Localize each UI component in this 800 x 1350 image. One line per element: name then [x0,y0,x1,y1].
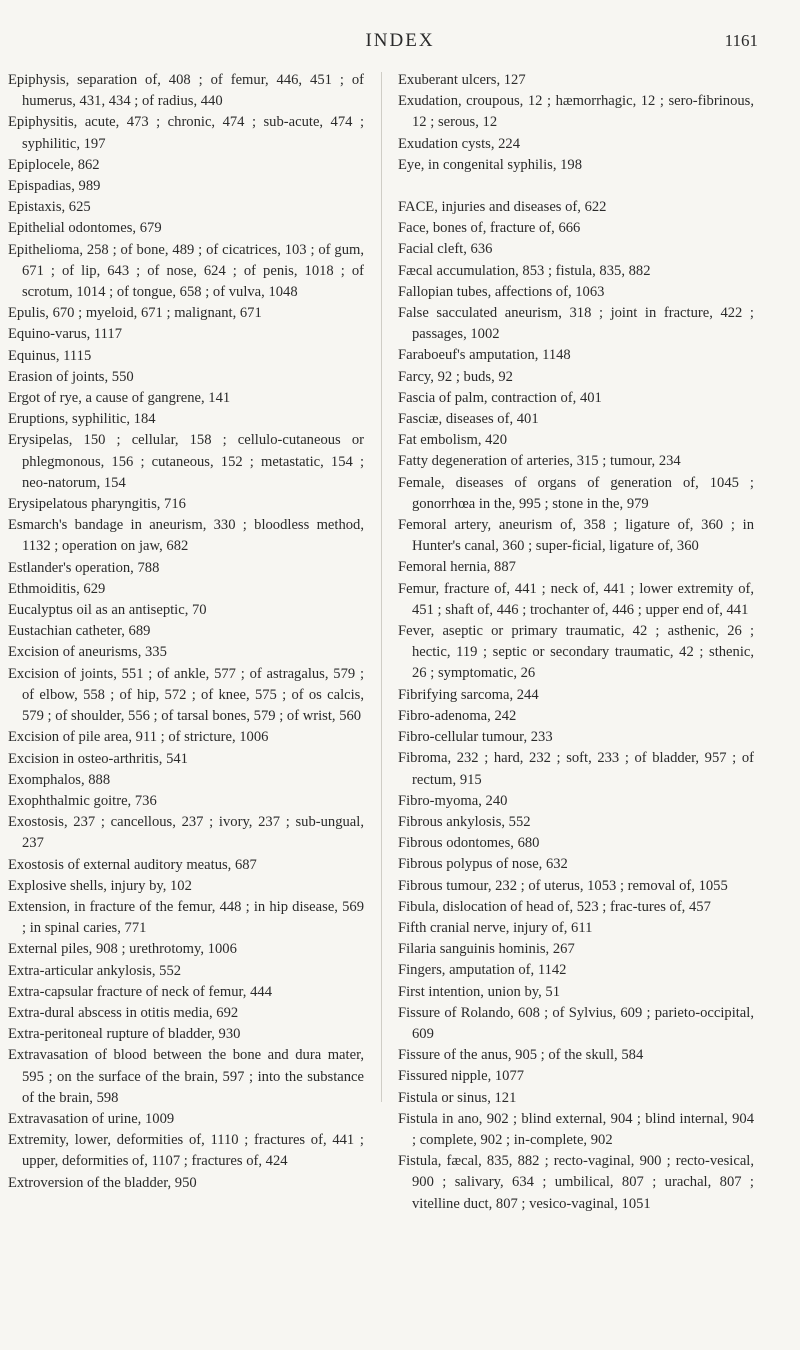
index-entry: Fever, aseptic or primary traumatic, 42 ; asthenic, 26 ; hectic, 119 ; septic or secondary traumatic, 42 ; sthenic, 26 ; symptomatic, 26 [398,623,754,682]
index-entry: Exostosis of external auditory meatus, 687 [8,856,257,873]
index-entry: First intention, union by, 51 [398,983,561,1000]
index-entry: Excision of aneurisms, 335 [8,644,167,661]
index-entry: Eye, in congenital syphilis, 198 [398,156,583,173]
index-entry: Fibroma, 232 ; hard, 232 ; soft, 233 ; of bladder, 957 ; of rectum, 915 [398,750,754,788]
index-entry: Face, bones of, fracture of, 666 [398,220,581,237]
index-group-f [398,197,754,1215]
page-number: 1161 [724,31,758,50]
index-entry: Facial cleft, 636 [398,241,493,258]
index-entry: Epiphysis, separation of, 408 ; of femur, 446, 451 ; of humerus, 431, 434 ; of radius, 440 [8,72,364,110]
index-entry: Excision in osteo-arthritis, 541 [8,750,188,767]
index-group-e-continued [398,70,754,176]
index-entry: Epulis, 670 ; myeloid, 671 ; malignant, 671 [8,305,262,322]
index-entry: Extravasation of urine, 1009 [8,1110,175,1127]
index-entry: Extra-dural abscess in otitis media, 692 [8,1004,239,1021]
index-entry: Fibro-adenoma, 242 [398,707,517,724]
index-entry: Epispadias, 989 [8,178,101,195]
index-entry: Exomphalos, 888 [8,771,111,788]
index-entry: Erysipelas, 150 ; cellular, 158 ; cellulo-cutaneous or phlegmonous, 156 ; cutaneous, 152 ; metastatic, 154 ; neo-natorum, 154 [8,432,364,491]
index-entry: Explosive shells, injury by, 102 [8,877,192,894]
index-entry: Fibrous ankylosis, 552 [398,813,531,830]
column-divider [381,72,382,1102]
index-entry: Extra-capsular fracture of neck of femur, 444 [8,983,272,1000]
index-entry: Ergot of rye, a cause of gangrene, 141 [8,390,231,407]
index-entry: Filaria sanguinis hominis, 267 [398,941,575,958]
index-entry: Exudation cysts, 224 [398,135,521,152]
index-entry: Equinus, 1115 [8,347,92,364]
index-entry: Ethmoiditis, 629 [8,580,106,597]
index-entry: FACE, injuries and diseases of, 622 [398,199,607,216]
index-entry: Extra-peritoneal rupture of bladder, 930 [8,1026,241,1043]
index-entry: Extroversion of the bladder, 950 [8,1174,197,1191]
index-entry: Exudation, croupous, 12 ; hæmorrhagic, 12 ; sero-fibrinous, 12 ; serous, 12 [398,93,754,131]
index-entry: Epithelioma, 258 ; of bone, 489 ; of cicatrices, 103 ; of gum, 671 ; of lip, 643 ; of nose, 624 ; of penis, 1018 ; of scrotum, 1014 ; of tongue, 658 ; of vulva, 1048 [8,241,364,301]
index-entry: Fatty degeneration of arteries, 315 ; tumour, 234 [398,453,681,470]
index-entry: Extremity, lower, deformities of, 1110 ; fractures of, 441 ; upper, deformities of, 1107 ; fractures of, 424 [8,1132,364,1170]
index-entry: Erasion of joints, 550 [8,368,134,385]
index-entry: Eucalyptus oil as an antiseptic, 70 [8,602,207,619]
index-entry: Fibula, dislocation of head of, 523 ; frac-tures of, 457 [398,898,711,915]
index-entry: False sacculated aneurism, 318 ; joint in fracture, 422 ; passages, 1002 [398,305,754,343]
index-entry: Extra-articular ankylosis, 552 [8,962,182,979]
index-entry: Fibrous tumour, 232 ; of uterus, 1053 ; removal of, 1055 [398,877,728,894]
index-entry: Femur, fracture of, 441 ; neck of, 441 ; lower extremity of, 451 ; shaft of, 446 ; trochanter of, 446 ; upper end of, 441 [398,580,754,618]
index-entry: Excision of pile area, 911 ; of stricture, 1006 [8,729,269,746]
index-entry: Femoral hernia, 887 [398,559,516,576]
letter-gap [398,176,754,197]
index-entry: Exuberant ulcers, 127 [398,72,526,88]
index-entry: Extension, in fracture of the femur, 448 ; in hip disease, 569 ; in spinal caries, 771 [8,898,364,937]
index-entry: Fissure of the anus, 905 ; of the skull, 584 [398,1047,644,1064]
index-entry: Fissured nipple, 1077 [398,1068,525,1085]
index-entry: Fascia of palm, contraction of, 401 [398,389,602,406]
index-entry: Equino-varus, 1117 [8,326,123,343]
index-entry: Epiplocele, 862 [8,156,100,173]
index-entry: Erysipelatous pharyngitis, 716 [8,496,186,513]
index-entry: Extravasation of blood between the bone and dura mater, 595 ; on the surface of the brain, 597 ; into the substance of the brain, 598 [8,1047,364,1106]
index-entry: Fibrifying sarcoma, 244 [398,686,539,703]
index-entry: Exostosis, 237 ; cancellous, 237 ; ivory, 237 ; sub-ungual, 237 [8,814,364,852]
index-entry: Fæcal accumulation, 853 ; fistula, 835, 882 [398,262,651,279]
index-entry: Fibrous odontomes, 680 [398,835,540,852]
index-column-left [8,70,364,1194]
index-column-right [398,70,754,1215]
index-entry: Farcy, 92 ; buds, 92 [398,368,513,385]
index-entry: Fasciæ, diseases of, 401 [398,411,539,428]
index-entry: Female, diseases of organs of generation of, 1045 ; gonorrhœa in the, 995 ; stone in the, 979 [398,474,754,512]
index-entry: Fallopian tubes, affections of, 1063 [398,283,605,300]
index-entry: Fistula or sinus, 121 [398,1089,517,1106]
index-entry: Esmarch's bandage in aneurism, 330 ; bloodless method, 1132 ; operation on jaw, 682 [8,517,364,555]
index-entry: Eustachian catheter, 689 [8,623,151,640]
index-entry: Fibro-myoma, 240 [398,792,508,809]
index-entry: Fistula, fæcal, 835, 882 ; recto-vaginal, 900 ; recto-vesical, 900 ; salivary, 634 ; umbilical, 807 ; urachal, 807 ; vitelline duct, 807 ; vesico-vaginal, 1051 [398,1153,754,1212]
index-entry: Faraboeuf's amputation, 1148 [398,347,571,364]
index-entry: Femoral artery, aneurism of, 358 ; ligature of, 360 ; in Hunter's canal, 360 ; super-ficial, ligature of, 360 [398,517,754,555]
index-entry: Estlander's operation, 788 [8,559,160,576]
index-entry: Fissure of Rolando, 608 ; of Sylvius, 609 ; parieto-occipital, 609 [398,1004,754,1042]
index-entry: Fingers, amputation of, 1142 [398,962,567,979]
index-entry: Fistula in ano, 902 ; blind external, 904 ; blind internal, 904 ; complete, 902 ; in-complete, 902 [398,1110,754,1148]
index-entry: Epiphysitis, acute, 473 ; chronic, 474 ; sub-acute, 474 ; syphilitic, 197 [8,114,364,152]
index-entry: Excision of joints, 551 ; of ankle, 577 ; of astragalus, 579 ; of elbow, 558 ; of hip, 572 ; of knee, 575 ; of os calcis, 579 ; of shoulder, 556 ; of tarsal bones, 579 ; of wrist, 560 [8,665,364,725]
index-entry: Epithelial odontomes, 679 [8,220,162,237]
index-entry: Fibro-cellular tumour, 233 [398,729,553,746]
index-entry: Fat embolism, 420 [398,432,508,449]
index-entry: Fibrous polypus of nose, 632 [398,856,568,873]
index-entry: Exophthalmic goitre, 736 [8,792,157,809]
index-entry: External piles, 908 ; urethrotomy, 1006 [8,941,237,958]
page-header [0,24,800,58]
index-entry: Epistaxis, 625 [8,199,91,216]
index-entry: Eruptions, syphilitic, 184 [8,411,156,428]
running-head: INDEX [365,30,435,51]
index-entry: Fifth cranial nerve, injury of, 611 [398,919,593,936]
